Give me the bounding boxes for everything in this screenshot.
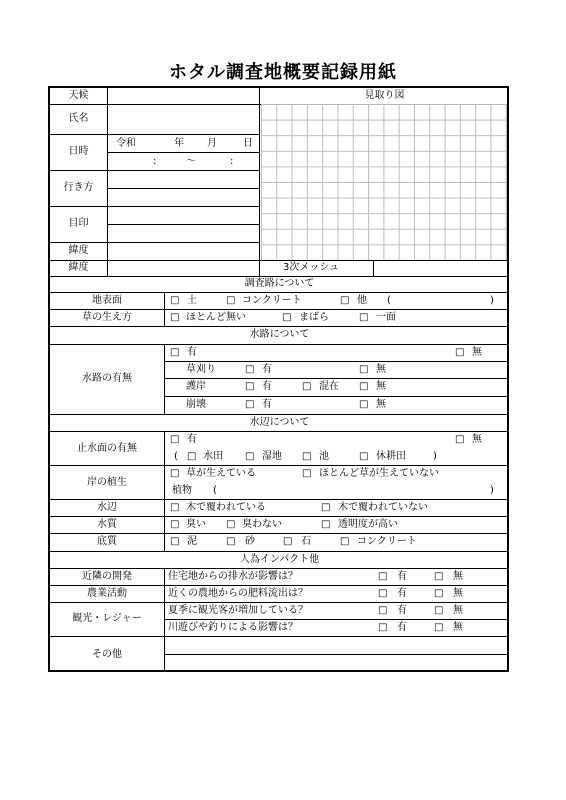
checkbox-grass-little[interactable] (302, 468, 311, 480)
checkbox-rev-no[interactable] (359, 381, 368, 393)
weather-label: 天候 (68, 90, 89, 101)
checkbox-pond[interactable] (302, 451, 311, 463)
divider (50, 326, 509, 327)
option-tour2-yes: 有 (397, 622, 407, 633)
reiwa-label: 令和 (116, 138, 136, 149)
option-tree-not: 木で覆われていない (338, 502, 428, 513)
option-tree-covered: 木で覆われている (186, 502, 266, 513)
option-mowing-yes: 有 (262, 364, 272, 375)
checkbox-stone[interactable] (283, 536, 292, 548)
grass-label: 草の生え方 (82, 312, 132, 323)
tourism-label: 観光・レジャー (72, 613, 142, 624)
option-clear: 透明度が高い (338, 519, 398, 530)
name-label: 氏名 (68, 113, 89, 124)
option-pond: 池 (319, 451, 329, 462)
divider (50, 602, 509, 603)
divider (50, 533, 509, 534)
checkbox-grass-full[interactable] (359, 312, 368, 324)
option-not-smelly: 臭わない (242, 519, 282, 530)
checkbox-grass-grows[interactable] (170, 468, 179, 480)
divider (107, 224, 260, 225)
divider (50, 585, 509, 586)
option-waterway-yes: 有 (187, 347, 197, 358)
divider (50, 206, 260, 207)
paren-open: ( (174, 451, 178, 462)
checkbox-tour1-yes[interactable] (378, 605, 387, 617)
checkbox-not-smelly[interactable] (226, 519, 235, 531)
paren-open: ( (213, 485, 217, 496)
option-mowing-no: 無 (376, 364, 386, 375)
divider (164, 344, 165, 414)
divider (259, 88, 260, 276)
divider (50, 242, 260, 243)
divider (164, 361, 509, 362)
sketch-label: 見取り図 (364, 90, 405, 101)
checkbox-tour2-no[interactable] (434, 622, 443, 634)
month-label: 月 (207, 138, 217, 149)
time-colon: : (153, 156, 157, 167)
checkbox-waterway-yes[interactable] (170, 347, 179, 359)
divider (50, 499, 509, 500)
divider (50, 568, 509, 569)
divider (259, 260, 509, 261)
checkbox-tree-not[interactable] (321, 502, 330, 514)
checkbox-col-no[interactable] (359, 399, 368, 411)
water-edge-label: 水辺 (97, 502, 117, 513)
divider (50, 170, 260, 171)
paren-close: ) (490, 295, 494, 306)
checkbox-rev-mixed[interactable] (302, 381, 311, 393)
tourism-question-1: 夏季に観光客が増加している？ (168, 605, 308, 616)
datetime-label: 日時 (68, 146, 89, 157)
survey-path-header: 調査路について (244, 278, 315, 289)
checkbox-fallow[interactable] (359, 451, 368, 463)
bottom-material-label: 底質 (97, 536, 117, 547)
checkbox-agri-no[interactable] (434, 588, 443, 600)
checkbox-soil[interactable] (170, 295, 179, 307)
waterway-header: 水路について (249, 329, 310, 340)
agriculture-label: 農業活動 (87, 588, 127, 599)
divider (164, 619, 509, 620)
bank-vegetation-label: 岸の植生 (87, 477, 127, 488)
option-col-yes: 有 (262, 399, 272, 410)
option-smelly: 臭い (186, 519, 206, 530)
option-grass-full: 一面 (376, 312, 396, 323)
paren-close: ) (433, 451, 437, 462)
other-notes-field[interactable] (165, 637, 509, 671)
page-title: ホタル調査地概要記録用紙 (169, 62, 397, 83)
mesh-label: 3次メッシュ (283, 262, 340, 273)
divider (50, 276, 509, 277)
checkbox-agri-yes[interactable] (378, 588, 387, 600)
option-soil: 土 (187, 295, 197, 306)
divider (50, 134, 260, 135)
divider (107, 152, 260, 153)
collapse-label: 崩壊 (186, 399, 206, 410)
waterside-header: 水辺について (249, 417, 310, 428)
checkbox-tour2-yes[interactable] (378, 622, 387, 634)
checkbox-mud[interactable] (170, 536, 179, 548)
checkbox-wetland[interactable] (245, 451, 254, 463)
development-question: 住宅地からの排水が影響は？ (168, 571, 298, 582)
divider (164, 378, 509, 379)
divider (50, 344, 509, 345)
option-still-yes: 有 (187, 434, 197, 445)
checkbox-still-yes[interactable] (170, 434, 179, 446)
time-colon: : (230, 156, 234, 167)
landmark-label: 目印 (68, 218, 89, 229)
revetment-label: 護岸 (186, 381, 206, 392)
option-col-no: 無 (376, 399, 386, 410)
option-tour1-no: 無 (453, 605, 463, 616)
checkbox-mowing-no[interactable] (359, 364, 368, 376)
option-grass-none: ほとんど無い (186, 312, 246, 323)
paren-open: ( (387, 295, 391, 306)
divider (50, 516, 509, 517)
option-paddy: 水田 (203, 451, 223, 462)
option-grass-grows: 草が生えている (186, 468, 256, 479)
surface-label: 地表面 (92, 295, 122, 306)
checkbox-other[interactable] (340, 295, 349, 307)
divider (50, 309, 509, 310)
option-sand: 砂 (245, 536, 255, 547)
option-mud: 泥 (187, 536, 197, 547)
option-grass-little: ほとんど草が生えていない (319, 468, 439, 479)
checkbox-still-no[interactable] (455, 434, 464, 446)
still-water-label: 止水面の有無 (77, 443, 137, 454)
option-agri-yes: 有 (397, 588, 407, 599)
other-label: その他 (92, 649, 122, 660)
plants-label: 植物 (172, 485, 192, 496)
waterway-presence-label: 水路の有無 (82, 373, 132, 384)
checkbox-concrete[interactable] (226, 295, 235, 307)
checkbox-clear[interactable] (321, 519, 330, 531)
impact-header: 人為インパクト他 (239, 554, 320, 565)
checkbox-waterway-no[interactable] (455, 347, 464, 359)
option-tour1-yes: 有 (397, 605, 407, 616)
divider (50, 292, 509, 293)
development-label: 近隣の開発 (82, 571, 132, 582)
year-label: 年 (174, 138, 184, 149)
option-rev-yes: 有 (262, 381, 272, 392)
time-tilde: 〜 (186, 156, 196, 167)
water-quality-label: 水質 (97, 519, 117, 530)
checkbox-rev-yes[interactable] (245, 381, 254, 393)
checkbox-tour1-no[interactable] (434, 605, 443, 617)
option-dev-no: 無 (453, 571, 463, 582)
option-tour2-no: 無 (453, 622, 463, 633)
divider (107, 188, 260, 189)
checkbox-sand[interactable] (226, 536, 235, 548)
checkbox-col-yes[interactable] (245, 399, 254, 411)
divider (50, 260, 260, 261)
option-bottom-concrete: コンクリート (357, 536, 417, 547)
record-form (48, 86, 509, 672)
sketch-grid[interactable] (261, 104, 507, 260)
divider (373, 260, 374, 276)
option-waterway-no: 無 (472, 347, 482, 358)
option-fallow: 休耕田 (376, 451, 406, 462)
divider (50, 551, 509, 552)
tourism-question-2: 川遊びや釣りによる影響は？ (168, 622, 298, 633)
divider (107, 88, 108, 276)
option-wetland: 湿地 (262, 451, 282, 462)
mowing-label: 草刈り (186, 364, 216, 375)
divider (50, 414, 509, 415)
agriculture-question: 近くの農地からの肥料流出は？ (168, 588, 308, 599)
checkbox-smelly[interactable] (170, 519, 179, 531)
option-still-no: 無 (472, 434, 482, 445)
option-stone: 石 (301, 536, 311, 547)
checkbox-mowing-yes[interactable] (245, 364, 254, 376)
checkbox-tree-covered[interactable] (170, 502, 179, 514)
directions-label: 行き方 (63, 182, 94, 193)
option-rev-mixed: 混在 (319, 381, 339, 392)
checkbox-paddy[interactable] (187, 451, 196, 463)
latitude-label: 緯度 (68, 245, 89, 256)
option-concrete: コンクリート (242, 295, 302, 306)
divider (50, 104, 260, 105)
checkbox-dev-no[interactable] (434, 571, 443, 583)
option-agri-no: 無 (453, 588, 463, 599)
divider (50, 431, 509, 432)
checkbox-bottom-concrete[interactable] (340, 536, 349, 548)
option-other: 他 (357, 295, 367, 306)
paren-close: ) (490, 485, 494, 496)
option-rev-no: 無 (376, 381, 386, 392)
checkbox-grass-sparse[interactable] (282, 312, 291, 324)
divider (50, 465, 509, 466)
option-dev-yes: 有 (397, 571, 407, 582)
latitude-label: 緯度 (68, 262, 89, 273)
checkbox-dev-yes[interactable] (378, 571, 387, 583)
divider (164, 396, 509, 397)
day-label: 日 (243, 138, 253, 149)
checkbox-grass-none[interactable] (170, 312, 179, 324)
option-grass-sparse: まばら (299, 312, 329, 323)
